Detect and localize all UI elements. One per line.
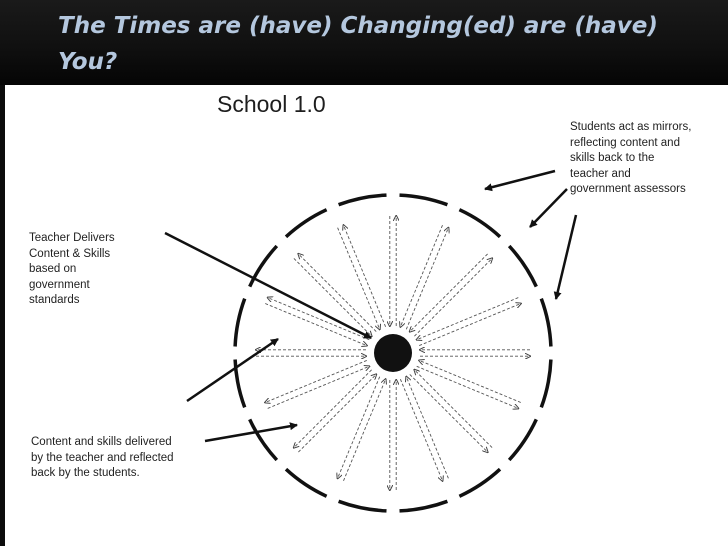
outer-circle-segment bbox=[541, 299, 551, 347]
reflect-spoke bbox=[406, 377, 448, 479]
outer-circle-segment bbox=[509, 246, 536, 287]
arrow-teacher bbox=[165, 233, 371, 338]
teacher-delivers-note: Teacher Delivers Content & Skills based on government standards bbox=[29, 232, 115, 306]
outer-circle-segment bbox=[400, 501, 448, 511]
outer-circle-segment bbox=[459, 469, 500, 496]
reflect-spoke bbox=[400, 225, 442, 327]
arrow-mirror-2 bbox=[530, 189, 567, 227]
arrow-content-1 bbox=[187, 339, 278, 401]
reflect-spoke bbox=[344, 379, 386, 481]
teacher-dot bbox=[374, 334, 412, 372]
outer-circle-segment bbox=[250, 419, 277, 460]
reflect-spoke bbox=[268, 366, 370, 408]
deliver-spoke bbox=[344, 225, 386, 327]
outer-circle-segment bbox=[541, 360, 551, 408]
arrow-mirror-1 bbox=[485, 171, 555, 189]
outer-circle-segment bbox=[235, 299, 245, 347]
diagram-heading: School 1.0 bbox=[217, 91, 326, 117]
outer-circle-segment bbox=[339, 501, 387, 511]
title-band bbox=[0, 0, 728, 85]
reflect-spoke bbox=[414, 370, 492, 448]
outer-circle-segment bbox=[509, 419, 536, 460]
deliver-spoke bbox=[265, 360, 367, 402]
deliver-spoke bbox=[400, 379, 442, 481]
diagram-panel bbox=[5, 85, 728, 546]
outer-circle-segment bbox=[339, 195, 387, 205]
reflect-spoke bbox=[417, 298, 519, 340]
outer-circle-segment bbox=[250, 246, 277, 287]
deliver-spoke bbox=[419, 304, 521, 346]
outer-circle-segment bbox=[459, 210, 500, 237]
reflect-spoke bbox=[294, 258, 372, 336]
reflect-spoke bbox=[298, 374, 376, 452]
reflect-spoke bbox=[419, 360, 521, 402]
outer-circle-segment bbox=[400, 195, 448, 205]
arrow-mirror-3 bbox=[556, 215, 576, 299]
content-reflected-note: Content and skills delivered by the teacher and reflected back by the students. bbox=[31, 436, 174, 479]
outer-circle-segment bbox=[286, 210, 327, 237]
pointer-arrows bbox=[165, 171, 576, 441]
slide-title: The Times are (have) Changing(ed) are (have) You? bbox=[58, 13, 658, 75]
students-mirror-note: Students act as mirrors, reflecting content and skills back to the teacher and government assessors bbox=[570, 121, 692, 195]
reflect-spoke bbox=[338, 228, 380, 330]
reflect-spoke bbox=[410, 254, 488, 332]
outer-circle-segment bbox=[286, 469, 327, 496]
